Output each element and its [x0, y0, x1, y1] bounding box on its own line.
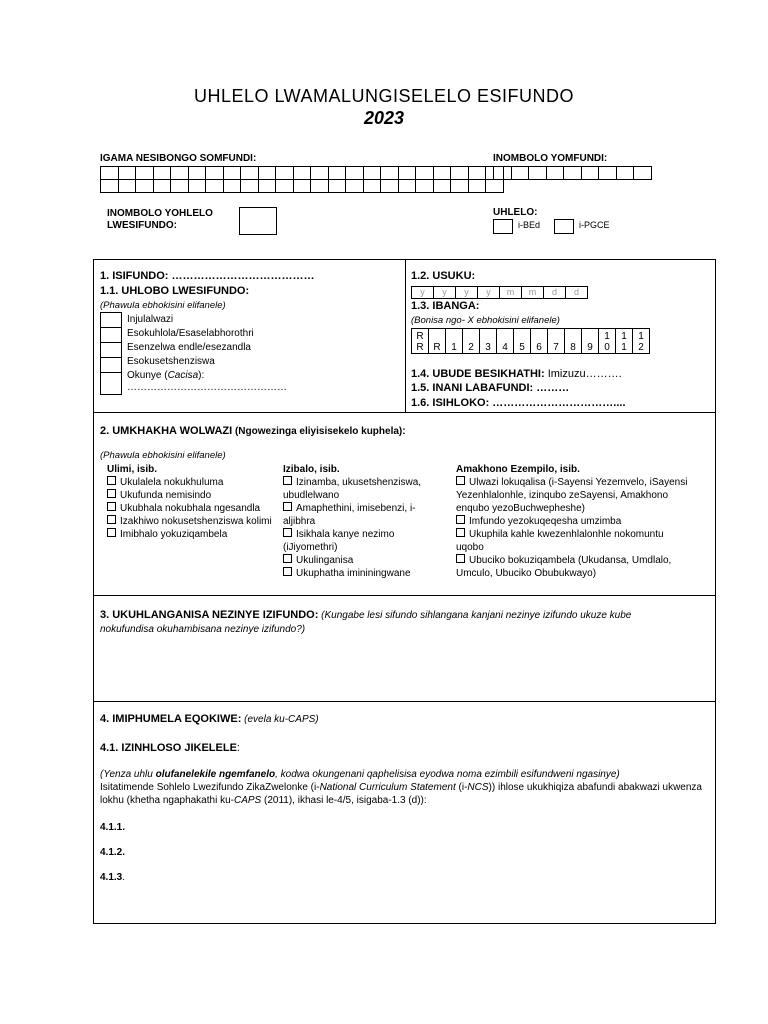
student-name-cell[interactable]	[486, 180, 504, 193]
checkbox-icon[interactable]	[283, 528, 292, 537]
student-name-cell[interactable]	[118, 167, 136, 180]
subject-field[interactable]: 1. ISIFUNDO: …………………………………	[100, 270, 315, 282]
grade-option-bottom: 3	[485, 342, 491, 353]
student-number-cell[interactable]	[529, 167, 547, 180]
student-name-cell[interactable]	[118, 180, 136, 193]
grade-option[interactable]	[531, 329, 548, 354]
maths-option[interactable]	[283, 567, 443, 580]
language-option[interactable]	[107, 528, 277, 541]
duration-row[interactable]	[411, 368, 622, 380]
life-skills-option[interactable]	[456, 554, 691, 580]
student-number-grid[interactable]	[493, 166, 652, 180]
grade-option-bottom: 2	[468, 342, 474, 353]
student-name-cell[interactable]	[258, 180, 276, 193]
other-suffix: ):	[198, 370, 205, 381]
lesson-type-other	[127, 370, 204, 381]
maths-option[interactable]	[283, 554, 443, 567]
lesson-type-1: Injulalwazi	[127, 314, 174, 325]
student-name-cell[interactable]	[433, 167, 451, 180]
student-name-cell[interactable]	[223, 167, 241, 180]
life-skills-option[interactable]	[456, 515, 691, 528]
general-aims-heading: 4.1. IZINHLOSO JIKELELE	[100, 742, 237, 754]
topic-field[interactable]: 1.6. ISIHLOKO: ……………………………....	[411, 397, 626, 409]
student-number-label: INOMBOLO YOMFUNDI:	[493, 153, 608, 164]
student-name-cell[interactable]	[433, 180, 451, 193]
grade-option-top	[565, 331, 581, 342]
student-name-cell[interactable]	[328, 180, 346, 193]
grade-option-bottom: R	[433, 342, 441, 353]
grade-option-top	[446, 331, 462, 342]
maths-option-label: Isikhala kanye nezimo (iJiyomethri)	[283, 529, 395, 553]
maths-option-label: Amaphethini, imisebenzi, i-aljibhra	[283, 503, 416, 527]
grade-option-top: 1	[604, 331, 610, 342]
grade-option[interactable]	[514, 329, 531, 354]
lesson-type-checkbox-3[interactable]	[100, 342, 122, 358]
checkbox-icon[interactable]	[107, 502, 116, 511]
life-skills-option-label: Ukuphila kahle kwezenhlalonhle nokomuntu uqobo	[456, 529, 664, 553]
lesson-type-3: Esenzelwa endle/esezandla	[127, 342, 251, 353]
language-option-label: Ukufunda nemisindo	[120, 490, 212, 501]
student-name-cell[interactable]	[153, 167, 171, 180]
duration-label: 1.4. UBUDE BESIKHATHI:	[411, 368, 545, 380]
bed-label: i-BEd	[518, 220, 541, 230]
section2-title	[100, 425, 406, 437]
pgce-checkbox[interactable]	[554, 219, 574, 234]
programme-number-label-2: LWESIFUNDO:	[107, 220, 177, 231]
date-cell[interactable]: y	[478, 287, 500, 299]
grade-option[interactable]	[497, 329, 514, 354]
student-name-cell[interactable]	[241, 180, 259, 193]
section-divider-3	[94, 701, 715, 702]
student-name-cell[interactable]	[311, 167, 329, 180]
programme-label: UHLELO:	[493, 207, 538, 218]
student-name-cell[interactable]	[171, 180, 189, 193]
language-option[interactable]	[107, 515, 277, 528]
student-name-cell[interactable]	[416, 167, 434, 180]
general-aims-colon: :	[236, 742, 240, 754]
date-cell[interactable]: m	[500, 287, 522, 299]
section2-heading: 2. UMKHAKHA WOLWAZI	[100, 425, 233, 437]
life-skills-option-label: Ulwazi lokuqalisa (i-Sayensi Yezemvelo, iSayensi Yezenhlalonhle, izinqubo zeSayensi, Amakhono enqubo yezoBuchwepheshe)	[456, 477, 688, 514]
language-option[interactable]	[107, 502, 277, 515]
student-name-cell[interactable]	[258, 167, 276, 180]
grade-option-bottom: 5	[519, 342, 525, 353]
knowledge-column-maths	[283, 463, 443, 580]
student-number-cell[interactable]	[511, 167, 529, 180]
date-cell[interactable]: y	[412, 287, 434, 299]
student-number-cell[interactable]	[634, 167, 652, 180]
programme-number-label: INOMBOLO YOHLELO	[107, 208, 213, 219]
aim-4-1-3[interactable]	[100, 872, 125, 883]
checkbox-icon[interactable]	[107, 528, 116, 537]
lesson-type-checkbox-4[interactable]	[100, 357, 122, 373]
aim-4-1-2[interactable]: 4.1.2.	[100, 847, 126, 858]
language-option-label: Ukubhala nokubhala ngesandla	[120, 503, 261, 514]
student-name-cell[interactable]	[451, 180, 469, 193]
grade-option[interactable]	[446, 329, 463, 354]
date-cell[interactable]: d	[544, 287, 566, 299]
student-number-cell[interactable]	[564, 167, 582, 180]
aim-4-1-3-suffix: .	[122, 872, 126, 883]
language-option[interactable]	[107, 489, 277, 502]
general-aims-intro	[100, 768, 710, 807]
maths-option[interactable]	[283, 476, 443, 502]
statement-part-2: (i-	[455, 782, 468, 793]
life-skills-option-label: Ubuciko bokuziqambela (Ukudansa, Umdlalo, Umculo, Ubuciko Obubukwayo)	[456, 555, 672, 579]
student-name-cell[interactable]	[241, 167, 259, 180]
student-name-cell[interactable]	[363, 167, 381, 180]
student-number-cell[interactable]	[494, 167, 512, 180]
pgce-label: i-PGCE	[579, 220, 610, 230]
date-cell[interactable]: y	[434, 287, 456, 299]
student-name-cell[interactable]	[346, 180, 364, 193]
grade-option-top: 1	[638, 331, 644, 342]
student-name-cell[interactable]	[101, 180, 119, 193]
maths-options	[283, 476, 443, 580]
language-option-label: Ukulalela nokukhuluma	[120, 477, 224, 488]
grade-option-bottom: 8	[570, 342, 576, 353]
knowledge-column-language	[107, 463, 277, 541]
lesson-type-checkbox-2[interactable]	[100, 327, 122, 343]
student-name-cell[interactable]	[311, 180, 329, 193]
statement-part-1: Isitatimende Sohlelo Lwezifundo ZikaZwelonke (i-	[100, 782, 320, 793]
grade-option-top: 1	[621, 331, 627, 342]
student-number-cell[interactable]	[599, 167, 617, 180]
lesson-type-4: Esokusetshenziswa	[127, 356, 215, 367]
knowledge-column-life-skills	[456, 463, 691, 580]
section2-hint: (Phawula ebhokisini elifanele)	[100, 450, 226, 461]
student-name-cell[interactable]	[398, 180, 416, 193]
lesson-type-checkbox-5[interactable]	[100, 372, 122, 395]
date-label: 1.2. USUKU:	[411, 270, 476, 282]
section3-hint: (Kungabe lesi sifundo sihlangana kanjani nezinye izifundo ukuze kube nokufundisa okuhambisana nezinye izifundo?)	[100, 610, 632, 635]
maths-option-label: Ukuphatha imininingwane	[296, 568, 411, 579]
column-heading-language: Ulimi, isib.	[107, 464, 158, 475]
grade-option[interactable]	[548, 329, 565, 354]
grade-label: 1.3. IBANGA:	[411, 300, 480, 312]
lesson-type-2: Esokuhlola/Esaselabhorothri	[127, 328, 254, 339]
grade-option[interactable]	[616, 329, 633, 354]
grade-option-bottom: 4	[502, 342, 508, 353]
grade-option[interactable]	[599, 329, 616, 354]
intro-bold: olufanelekile ngemfanelo	[155, 769, 276, 780]
other-hint: Cacisa	[167, 370, 199, 381]
student-name-cell[interactable]	[293, 180, 311, 193]
section-divider-1	[94, 412, 715, 413]
student-name-cell[interactable]	[136, 180, 154, 193]
lesson-type-hint: (Phawula ebhokisini elifanele)	[100, 300, 226, 311]
grade-option-top: R	[416, 331, 424, 342]
lesson-type-label: 1.1. UHLOBO LWESIFUNDO:	[100, 285, 250, 297]
maths-option[interactable]	[283, 502, 443, 528]
checkbox-icon[interactable]	[107, 476, 116, 485]
maths-option[interactable]	[283, 528, 443, 554]
column-heading-maths: Izibalo, isib.	[283, 464, 340, 475]
date-cell[interactable]: y	[456, 287, 478, 299]
grade-option-bottom: 7	[553, 342, 559, 353]
grade-option-bottom: 9	[587, 342, 593, 353]
student-number-cell[interactable]	[616, 167, 634, 180]
grade-option-top	[514, 331, 530, 342]
student-name-cell[interactable]	[188, 180, 206, 193]
section3-title	[100, 608, 670, 637]
student-name-cell[interactable]	[293, 167, 311, 180]
grade-option[interactable]	[463, 329, 480, 354]
student-name-cell[interactable]	[363, 180, 381, 193]
lesson-type-checkbox-1[interactable]	[100, 312, 122, 328]
checkbox-icon[interactable]	[283, 476, 292, 485]
section3-heading: 3. UKUHLANGANISA NEZINYE IZIFUNDO:	[100, 609, 319, 621]
grade-option[interactable]	[633, 329, 650, 354]
student-name-cell[interactable]	[468, 180, 486, 193]
student-name-cell[interactable]	[101, 167, 119, 180]
section4-heading: 4. IMIPHUMELA EQOKIWE:	[100, 713, 242, 725]
grade-option-bottom: 1	[621, 342, 627, 353]
checkbox-icon[interactable]	[456, 476, 465, 485]
integration-answer-area[interactable]	[100, 640, 700, 690]
grade-hint: (Bonisa ngo- X ebhokisini elifanele)	[411, 315, 560, 326]
checkbox-icon[interactable]	[107, 489, 116, 498]
student-name-cell[interactable]	[381, 180, 399, 193]
student-name-cell[interactable]	[451, 167, 469, 180]
student-name-cell[interactable]	[276, 167, 294, 180]
student-name-cell[interactable]	[398, 167, 416, 180]
life-skills-options	[456, 476, 691, 580]
other-specify-line[interactable]: …………………………………………	[127, 382, 287, 393]
life-skills-option-label: Imfundo yezokuqeqesha umzimba	[469, 516, 622, 527]
column-heading-life-skills: Amakhono Ezempilo, isib.	[456, 464, 580, 475]
student-name-cell[interactable]	[206, 167, 224, 180]
grade-option[interactable]	[582, 329, 599, 354]
date-cell[interactable]: d	[566, 287, 588, 299]
date-field[interactable]	[411, 286, 588, 299]
grade-option-bottom: 2	[638, 342, 644, 353]
intro-pre: (Yenza uhlu	[100, 769, 156, 780]
statement-ncs-abbr: NCS	[467, 782, 489, 793]
maths-option-label: Ukulinganisa	[296, 555, 354, 566]
student-name-cell[interactable]	[328, 167, 346, 180]
student-name-cell[interactable]	[416, 180, 434, 193]
student-name-cell[interactable]	[346, 167, 364, 180]
student-number-cell[interactable]	[581, 167, 599, 180]
maths-option-label: Izinamba, ukusetshenziswa, ubudlelwano	[283, 477, 422, 501]
grade-selector[interactable]	[411, 328, 650, 354]
student-name-label: IGAMA NESIBONGO SOMFUNDI:	[100, 153, 257, 164]
statement-ncs: National Curriculum Statement	[319, 782, 456, 793]
language-option-label: Imibhalo yokuziqambela	[120, 529, 228, 540]
grade-option[interactable]	[429, 329, 446, 354]
aim-4-1-1[interactable]: 4.1.1.	[100, 822, 126, 833]
document-title: UHLELO LWAMALUNGISELELO ESIFUNDO	[193, 86, 575, 106]
grade-option-bottom: 1	[451, 342, 457, 353]
student-number-cell[interactable]	[546, 167, 564, 180]
lesson-type-5: Okunye (	[127, 370, 168, 381]
general-aims-title	[100, 742, 240, 754]
grade-option-top	[548, 331, 564, 342]
language-option-label: Izakhiwo nokusetshenziswa kolimi	[120, 516, 272, 527]
grade-option-top	[463, 331, 479, 342]
duration-value: Imizuzu……….	[544, 368, 622, 380]
bed-checkbox[interactable]	[493, 219, 513, 234]
student-name-cell[interactable]	[188, 167, 206, 180]
grade-option-top	[497, 331, 513, 342]
statement-caps: CAPS	[233, 795, 262, 806]
student-name-cell[interactable]	[171, 167, 189, 180]
grade-option-top	[531, 331, 547, 342]
student-name-cell[interactable]	[136, 167, 154, 180]
section4-hint: (evela ku-CAPS)	[241, 714, 319, 725]
grade-option-top	[582, 331, 598, 342]
student-name-grid[interactable]	[100, 166, 504, 193]
grade-option-bottom: 6	[536, 342, 542, 353]
date-cell[interactable]: m	[522, 287, 544, 299]
checkbox-icon[interactable]	[456, 515, 465, 524]
grade-option-bottom: 0	[604, 342, 610, 353]
life-skills-option[interactable]	[456, 528, 691, 554]
intro-post: , kodwa okungenani qaphelisisa eyodwa noma ezimbili esifundweni ngasinye)	[275, 769, 620, 780]
section2-heading-suffix: (Ngowezinga eliyisisekelo kuphela):	[232, 426, 406, 437]
checkbox-icon[interactable]	[107, 515, 116, 524]
document-year: 2023	[363, 108, 405, 128]
grade-option-top	[429, 331, 445, 342]
aim-4-1-3-label: 4.1.3	[100, 872, 123, 883]
student-name-cell[interactable]	[468, 167, 486, 180]
grade-option-bottom: R	[416, 342, 424, 353]
checkbox-icon[interactable]	[456, 554, 465, 563]
checkbox-icon[interactable]	[456, 528, 465, 537]
learners-field[interactable]: 1.5. INANI LABAFUNDI: ………	[411, 382, 570, 394]
checkbox-icon[interactable]	[283, 554, 292, 563]
checkbox-icon[interactable]	[283, 502, 292, 511]
section1-divider	[405, 260, 406, 412]
statement-part-4: (2011), ikhasi le-4/5, isigaba-1.3 (d)):	[261, 795, 427, 806]
life-skills-option[interactable]	[456, 476, 691, 515]
programme-number-field[interactable]	[239, 207, 277, 235]
section4-title	[100, 713, 319, 725]
language-options	[107, 476, 277, 541]
student-name-cell[interactable]	[206, 180, 224, 193]
student-name-cell[interactable]	[223, 180, 241, 193]
section-divider-2	[94, 595, 715, 596]
grade-option[interactable]	[412, 329, 429, 354]
student-name-cell[interactable]	[276, 180, 294, 193]
grade-option[interactable]	[565, 329, 582, 354]
checkbox-icon[interactable]	[283, 567, 292, 576]
statement-part-3: )) ihlose ukukhiqiza abafundi abakwazi ukwenza lokhu (khetha ngaphakathi ku-	[100, 782, 702, 806]
language-option[interactable]	[107, 476, 277, 489]
student-name-cell[interactable]	[381, 167, 399, 180]
grade-option-top	[480, 331, 496, 342]
student-name-cell[interactable]	[153, 180, 171, 193]
grade-option[interactable]	[480, 329, 497, 354]
